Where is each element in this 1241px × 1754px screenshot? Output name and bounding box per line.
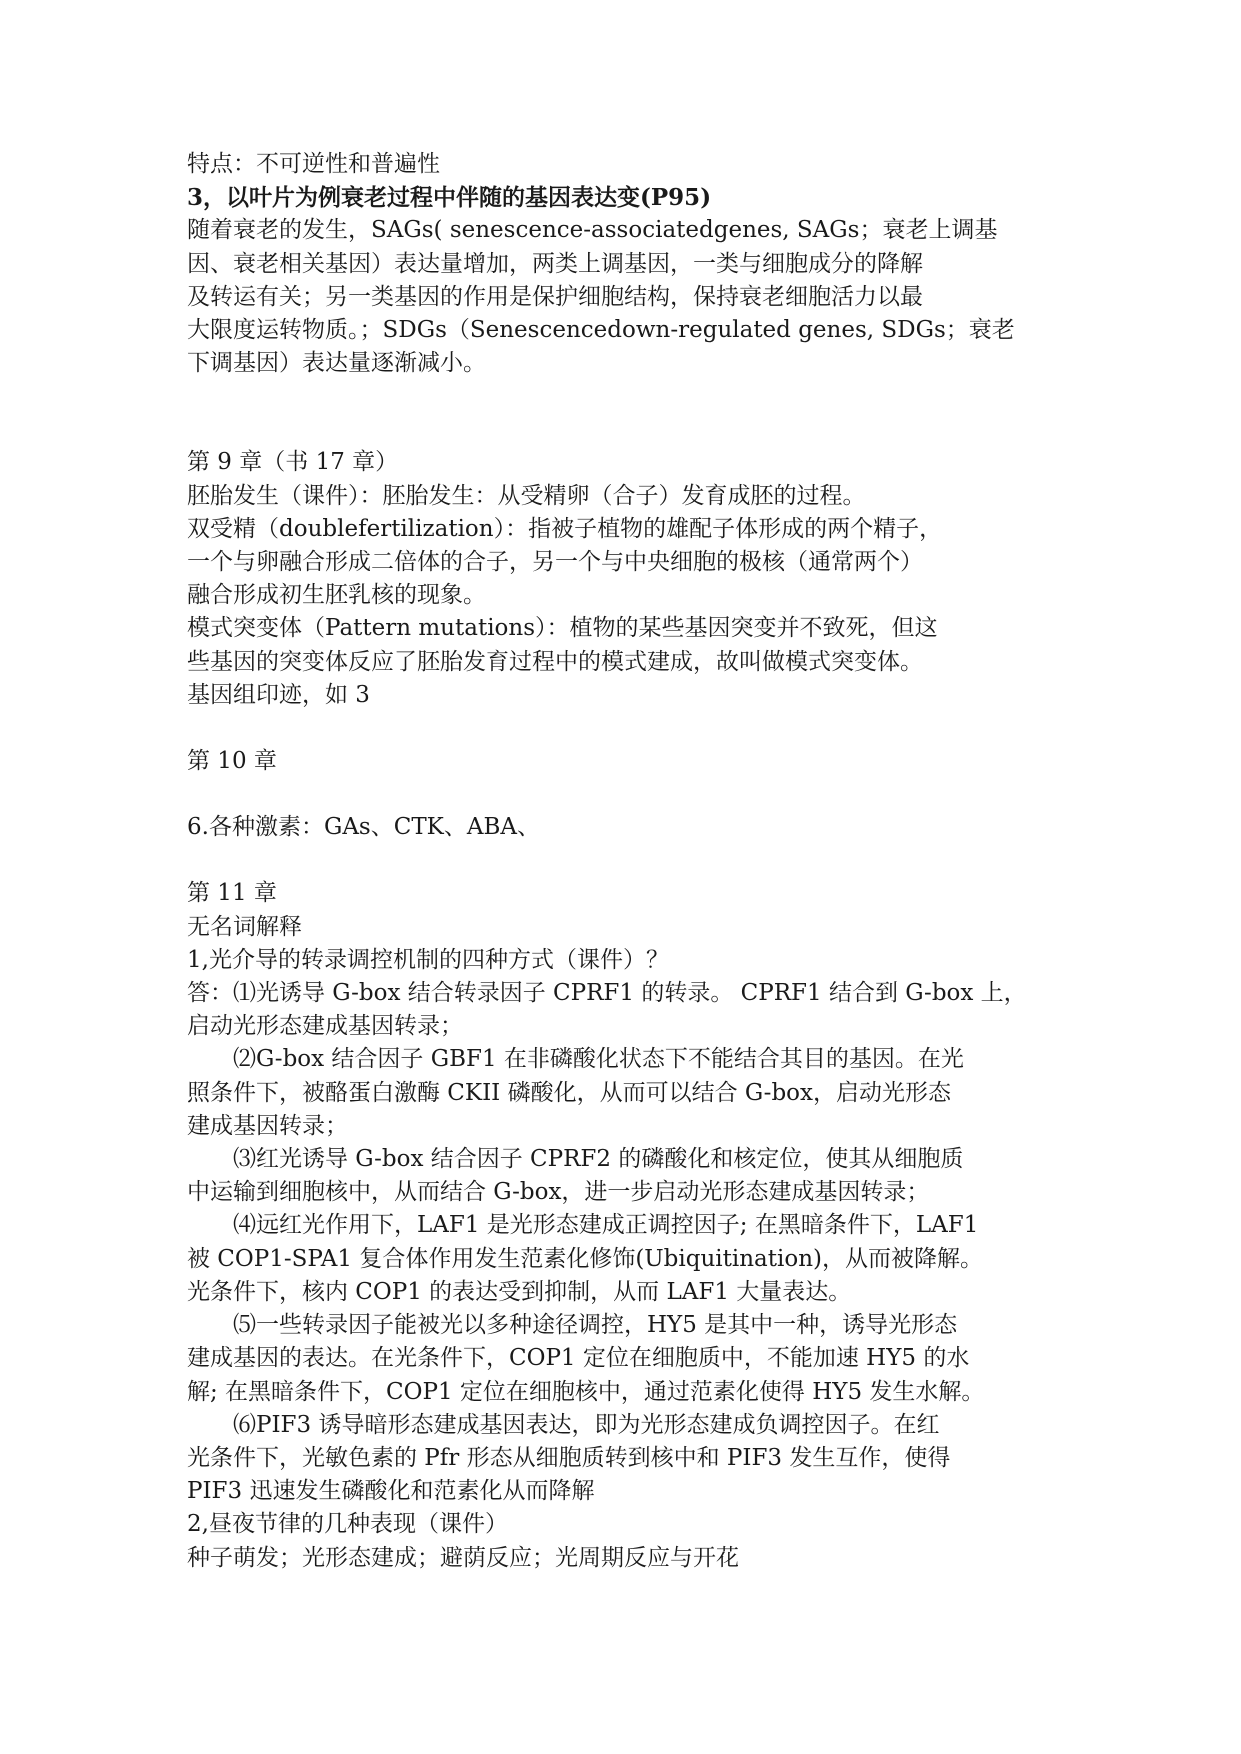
text-line: 光条件下，核内 COP1 的表达受到抑制，从而 LAF1 大量表达。 [187, 1278, 852, 1305]
blank-line [187, 844, 1049, 877]
text-line: 1,光介导的转录调控机制的四种方式（课件）？ [187, 946, 669, 973]
text-line: 建成基因转录； [187, 1112, 348, 1139]
text-line: 特点：不可逆性和普遍性 [187, 151, 440, 177]
text-line: 胚胎发生（课件）：胚胎发生：从受精卵（合子）发育成胚的过程。 [187, 482, 866, 509]
text-line: 启动光形态建成基因转录； [187, 1013, 463, 1040]
text-line: 因、衰老相关基因）表达量增加，两类上调基因，一类与细胞成分的降解 [187, 250, 923, 277]
text-line: 第 9 章（书 17 章） [187, 449, 399, 476]
text-line: 下调基因）表达量逐渐减小。 [187, 350, 486, 377]
text-line: 及转运有关；另一类基因的作用是保护细胞结构，保持衰老细胞活力以最 [187, 283, 923, 310]
text-line: 大限度运转物质。；SDGs（Senescencedown-regulated genes, SDGs；衰老 [187, 317, 1015, 344]
section-heading: 3，以叶片为例衰老过程中伴随的基因表达变(P95) [187, 184, 712, 212]
blank-line [187, 712, 1049, 745]
text-line: 一个与卵融合形成二倍体的合子，另一个与中央细胞的极核（通常两个） [187, 549, 923, 576]
text-line: 第 11 章 [187, 880, 277, 907]
text-line: 答：⑴光诱导 G-box 结合转录因子 CPRF1 的转录。 CPRF1 结合到 G-box 上， [187, 980, 1027, 1007]
text-line: 模式突变体（Pattern mutations）：植物的某些基因突变并不致死，但这 [187, 615, 938, 642]
text-line: 建成基因的表达。在光条件下，COP1 定位在细胞质中，不能加速 HY5 的水 [187, 1345, 970, 1372]
text-line: 光条件下，光敏色素的 Pfr 形态从细胞质转到核中和 PIF3 发生互作，使得 [187, 1444, 951, 1471]
text-line: 解; 在黑暗条件下，COP1 定位在细胞核中，通过范素化使得 HY5 发生水解。 [187, 1378, 985, 1405]
text-line: 2,昼夜节律的几种表现（课件） [187, 1511, 508, 1538]
text-line: 照条件下，被酪蛋白激酶 CKII 磷酸化，从而可以结合 G-box，启动光形态 [187, 1079, 951, 1106]
document-body [187, 148, 1049, 1575]
text-line: PIF3 迅速发生磷酸化和范素化从而降解 [187, 1478, 595, 1505]
text-line: 无名词解释 [187, 913, 302, 940]
text-line: ⑶红光诱导 G-box 结合因子 CPRF2 的磷酸化和核定位，使其从细胞质 [233, 1146, 964, 1173]
blank-line [187, 778, 1049, 811]
blank-line [187, 380, 1049, 446]
text-line: 6.各种激素：GAs、CTK、ABA、 [187, 814, 540, 841]
text-line: 第 10 章 [187, 748, 277, 775]
text-line: ⑵G-box 结合因子 GBF1 在非磷酸化状态下不能结合其目的基因。在光 [233, 1046, 964, 1073]
text-line: 中运输到细胞核中，从而结合 G-box，进一步启动光形态建成基因转录； [187, 1179, 930, 1206]
text-line: 融合形成初生胚乳核的现象。 [187, 582, 486, 609]
text-line: ⑹PIF3 诱导暗形态建成基因表达，即为光形态建成负调控因子。在红 [233, 1411, 940, 1438]
text-line: 随着衰老的发生，SAGs( senescence-associatedgenes, SAGs；衰老上调基 [187, 217, 998, 244]
text-line: 被 COP1-SPA1 复合体作用发生范素化修饰(Ubiquitination)，从而被降解。 [187, 1245, 984, 1272]
text-line: ⑸一些转录因子能被光以多种途径调控，HY5 是其中一种，诱导光形态 [233, 1312, 958, 1339]
text-line: 基因组印迹，如 3 [187, 681, 370, 708]
text-line: ⑷远红光作用下，LAF1 是光形态建成正调控因子; 在黑暗条件下，LAF1 [233, 1212, 979, 1239]
text-line: 双受精（doublefertilization）：指被子植物的雄配子体形成的两个精子， [187, 515, 943, 542]
text-line: 些基因的突变体反应了胚胎发育过程中的模式建成，故叫做模式突变体。 [187, 648, 923, 675]
text-line: 种子萌发；光形态建成；避荫反应；光周期反应与开花 [187, 1544, 739, 1571]
